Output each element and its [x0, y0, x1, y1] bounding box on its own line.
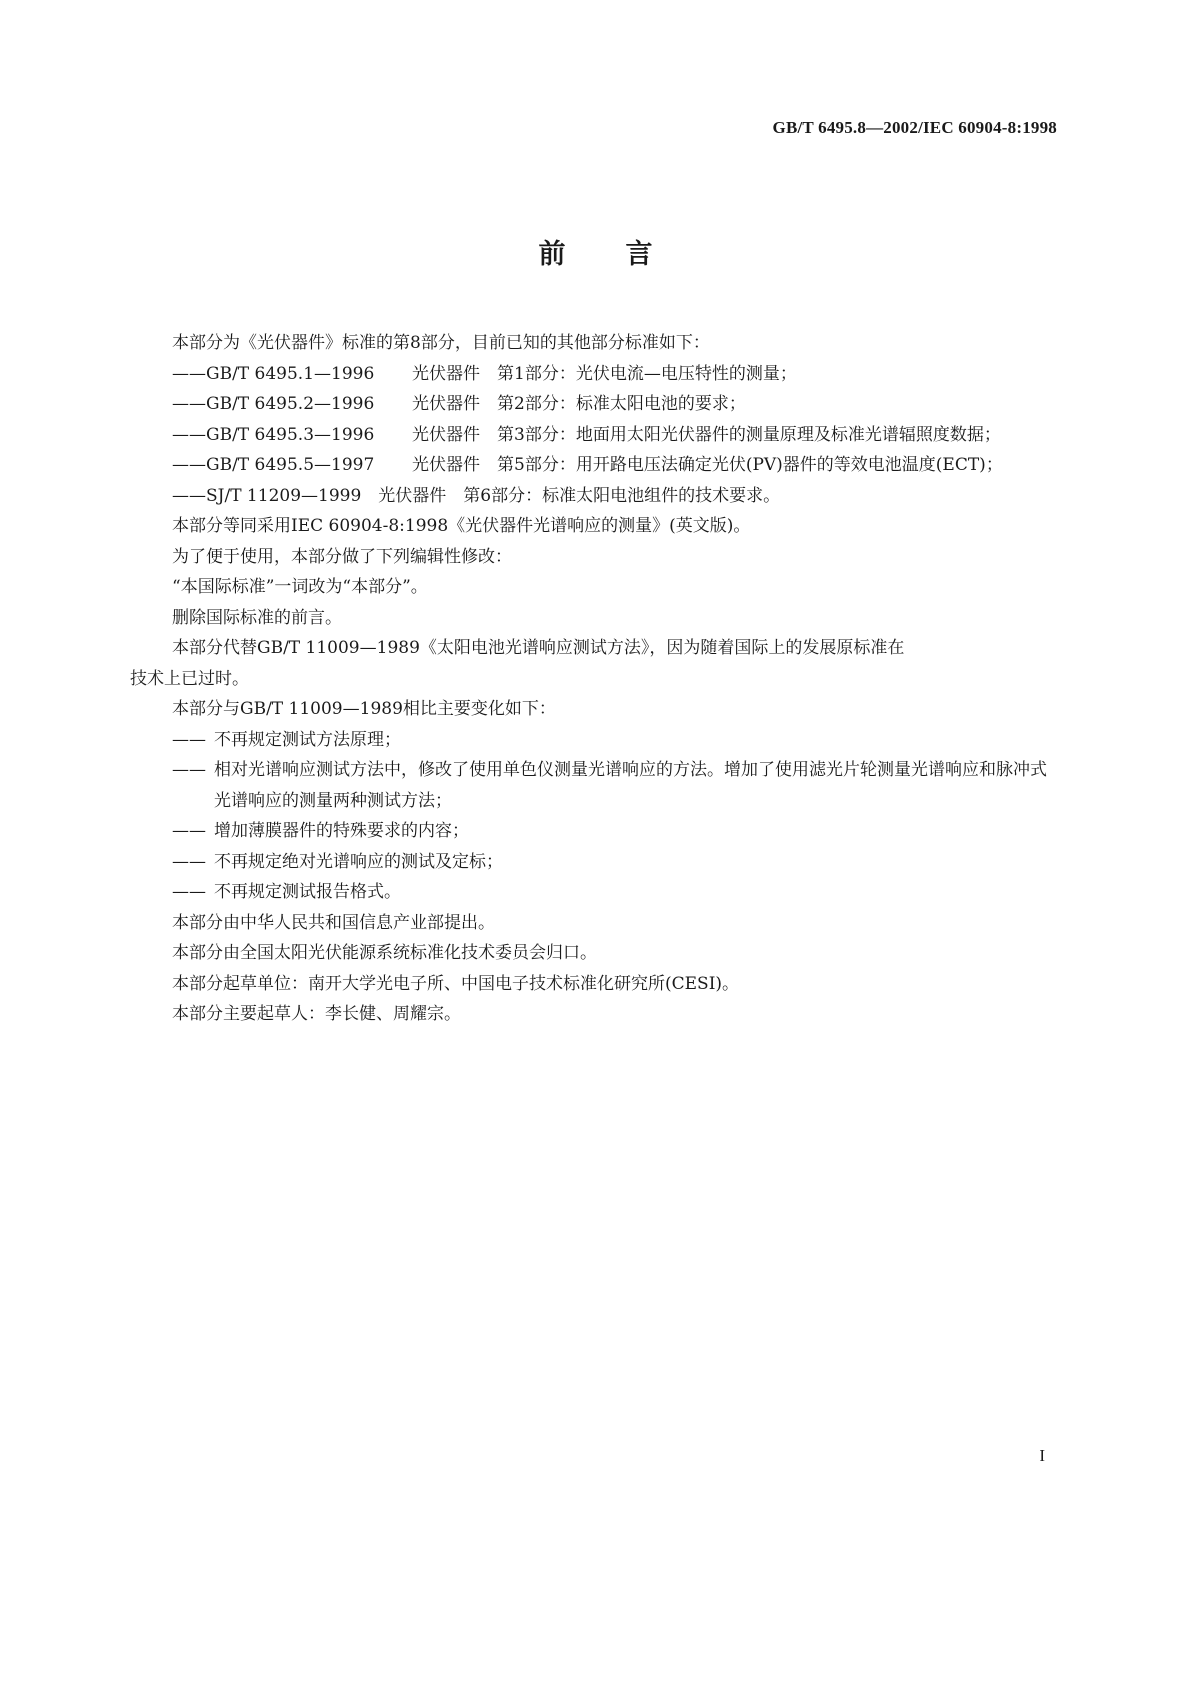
part-code: ——GB/T 6495.3—1996	[172, 424, 375, 445]
part-list-item-6: ——SJ/T 11209—1999 光伏器件 第6部分：标准太阳电池组件的技术要求。	[172, 485, 781, 506]
change-text: 相对光谱响应测试方法中，修改了使用单色仪测量光谱响应的方法。增加了使用滤光片轮测量光谱响应和脉冲式光谱响应的测量两种测试方法；	[214, 760, 1047, 811]
proposed-by-paragraph: 本部分由中华人民共和国信息产业部提出。	[172, 912, 495, 933]
edit-item-1: “本国际标准”一词改为“本部分”。	[172, 577, 428, 597]
drafting-units-paragraph: 本部分起草单位：南开大学光电子所、中国电子技术标准化研究所(CESI)。	[172, 973, 740, 994]
part-code: ——GB/T 6495.5—1997	[172, 455, 375, 475]
change-text: 不再规定测试方法原理；	[214, 729, 401, 750]
replacement-paragraph: 本部分代替GB/T 11009—1989《太阳电池光谱响应测试方法》，因为随着国际上的发展原标准在	[172, 638, 905, 658]
change-text: 不再规定测试报告格式。	[214, 882, 401, 902]
changes-intro-paragraph: 本部分与GB/T 11009—1989相比主要变化如下：	[172, 699, 556, 719]
edit-item-2: 删除国际标准的前言。	[172, 607, 342, 628]
dash-marker: ——	[172, 729, 206, 750]
title-char-1: 前	[538, 239, 566, 270]
standard-code-header: GB/T 6495.8—2002/IEC 60904-8:1998	[772, 118, 1057, 137]
part-desc: 光伏器件 第1部分：光伏电流—电压特性的测量；	[412, 363, 797, 384]
part-list-item	[130, 389, 1051, 420]
change-item	[130, 847, 1051, 878]
part-list-item	[130, 450, 1051, 481]
part-desc: 光伏器件 第5部分：用开路电压法确定光伏(PV)器件的等效电池温度(ECT)；	[412, 455, 1003, 475]
title-char-2: 言	[625, 239, 653, 270]
adoption-paragraph: 本部分等同采用IEC 60904-8:1998《光伏器件光谱响应的测量》(英文版)。	[172, 516, 751, 536]
dash-marker: ——	[172, 760, 206, 780]
dash-marker: ——	[172, 851, 206, 872]
change-item	[130, 725, 1051, 756]
edit-intro-paragraph: 为了便于使用，本部分做了下列编辑性修改：	[172, 546, 512, 567]
centralized-by-paragraph: 本部分由全国太阳光伏能源系统标准化技术委员会归口。	[172, 943, 597, 963]
part-desc: 光伏器件 第3部分：地面用太阳光伏器件的测量原理及标准光谱辐照度数据；	[412, 424, 1001, 445]
change-item	[130, 755, 1051, 816]
change-text: 不再规定绝对光谱响应的测试及定标；	[214, 851, 503, 872]
part-code: ——GB/T 6495.1—1996	[172, 363, 375, 384]
part-list-item	[130, 420, 1051, 451]
foreword-body	[130, 328, 1051, 1030]
replacement-paragraph-cont: 技术上已过时。	[130, 668, 249, 689]
part-code: ——GB/T 6495.2—1996	[172, 394, 375, 414]
dash-marker: ——	[172, 882, 206, 902]
part-list-item	[130, 359, 1051, 390]
intro-paragraph: 本部分为《光伏器件》标准的第8部分，目前已知的其他部分标准如下：	[172, 333, 710, 353]
change-item	[130, 816, 1051, 847]
page-title	[0, 232, 1191, 271]
dash-marker: ——	[172, 821, 206, 841]
part-desc: 光伏器件 第2部分：标准太阳电池的要求；	[412, 394, 746, 414]
drafters-paragraph: 本部分主要起草人：李长健、周耀宗。	[172, 1004, 461, 1024]
change-item	[130, 877, 1051, 908]
page-number: I	[1039, 1446, 1045, 1465]
change-text: 增加薄膜器件的特殊要求的内容；	[214, 821, 469, 841]
